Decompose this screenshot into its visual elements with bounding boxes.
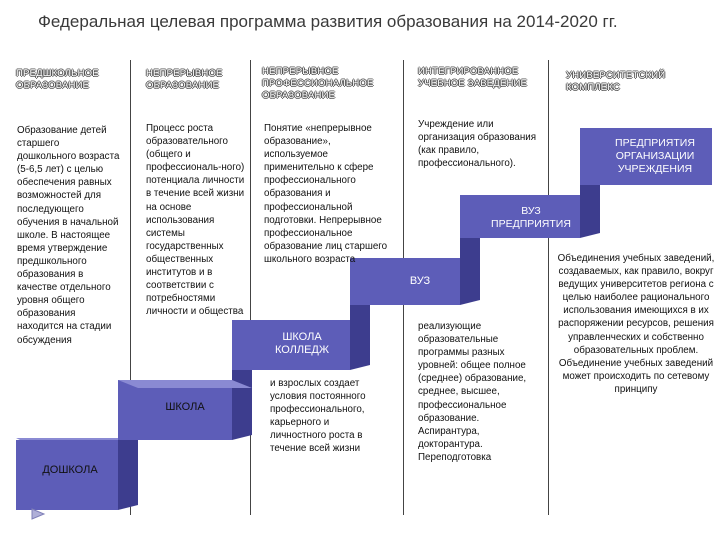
step-school-top: [118, 380, 252, 388]
step-preschool-label: ДОШКОЛА: [42, 464, 98, 476]
step-vuz-enterprises-label: ВУЗ ПРЕДПРИЯТИЯ: [491, 205, 571, 230]
header-preschool: ПРЕДШКОЛЬНОЕ ОБРАЗОВАНИЕ: [16, 68, 99, 91]
header-continuous: НЕПРЕРЫВНОЕ ОБРАЗОВАНИЕ: [146, 68, 223, 91]
page-title: Федеральная целевая программа развития образования на 2014-2020 гг.: [38, 12, 618, 31]
step-school-label: ШКОЛА: [165, 401, 205, 413]
description-university-complex: Объединения учебных заведений, создаваемых, как правило, вокруг ведущих университетов региона с целью наиболее рационального использования имеющихся в их распоряжении ресурсов, решения управленческих и собственно образовательных проблем. Объединение учебных заведений может происходить по сетевому принципу: [557, 253, 715, 395]
description-preschool: Образование детей старшего дошкольного возраста (5-6,5 лет) с целью обеспечения равных возможностей для последующего обучения в начальной школе. В настоящее время утверждение предшкольного образования в качестве отдельного уровня общего образования находится на стадии обсуждения: [17, 125, 120, 346]
header-university-complex: УНИВЕРСИТЕТСКИЙ КОМПЛЕКС: [566, 70, 666, 93]
step-enterprises-label: ПРЕДПРИЯТИЯ ОРГАНИЗАЦИИ УЧРЕЖДЕНИЯ: [615, 137, 695, 175]
header-integrated-institution: ИНТЕГРИРОВАННОЕ УЧЕБНОЕ ЗАВЕДЕНИЕ: [418, 66, 528, 89]
step-school-college-label: ШКОЛА КОЛЛЕДЖ: [274, 331, 330, 356]
description-professional-top: Понятие «непрерывное образование», используемое применительно к сфере профессионального образования и профессиональной подготовки. Непрерывное профессиональное образование лиц старшего школьного возраста: [264, 123, 388, 265]
description-continuous: Процесс роста образовательного (общего и профессиональ-ного) потенциала личности в течение всей жизни на основе использования системы государственных общественных институтов и в соответствии с потребностями личности и общества: [146, 123, 245, 318]
description-institution-bottom: реализующие образовательные программы разных уровней: общее полное (среднее) образование, среднее, высшее, профессиональное образование. Аспирантура, докторантура. Переподготовка: [418, 321, 527, 463]
step-vuz-label: ВУЗ: [409, 275, 431, 287]
slide-navigation-icon[interactable]: [30, 507, 48, 521]
description-institution-top: Учреждение или организация образования (как правило, профессионального).: [418, 119, 537, 170]
description-professional-bottom: и взрослых создает условия постоянного профессионального, карьерного и личностного роста в течение всей жизни: [270, 378, 366, 455]
header-continuous-professional: НЕПРЕРЫВНОЕ ПРОФЕССИОНАЛЬНОЕ ОБРАЗОВАНИЕ: [262, 66, 374, 101]
